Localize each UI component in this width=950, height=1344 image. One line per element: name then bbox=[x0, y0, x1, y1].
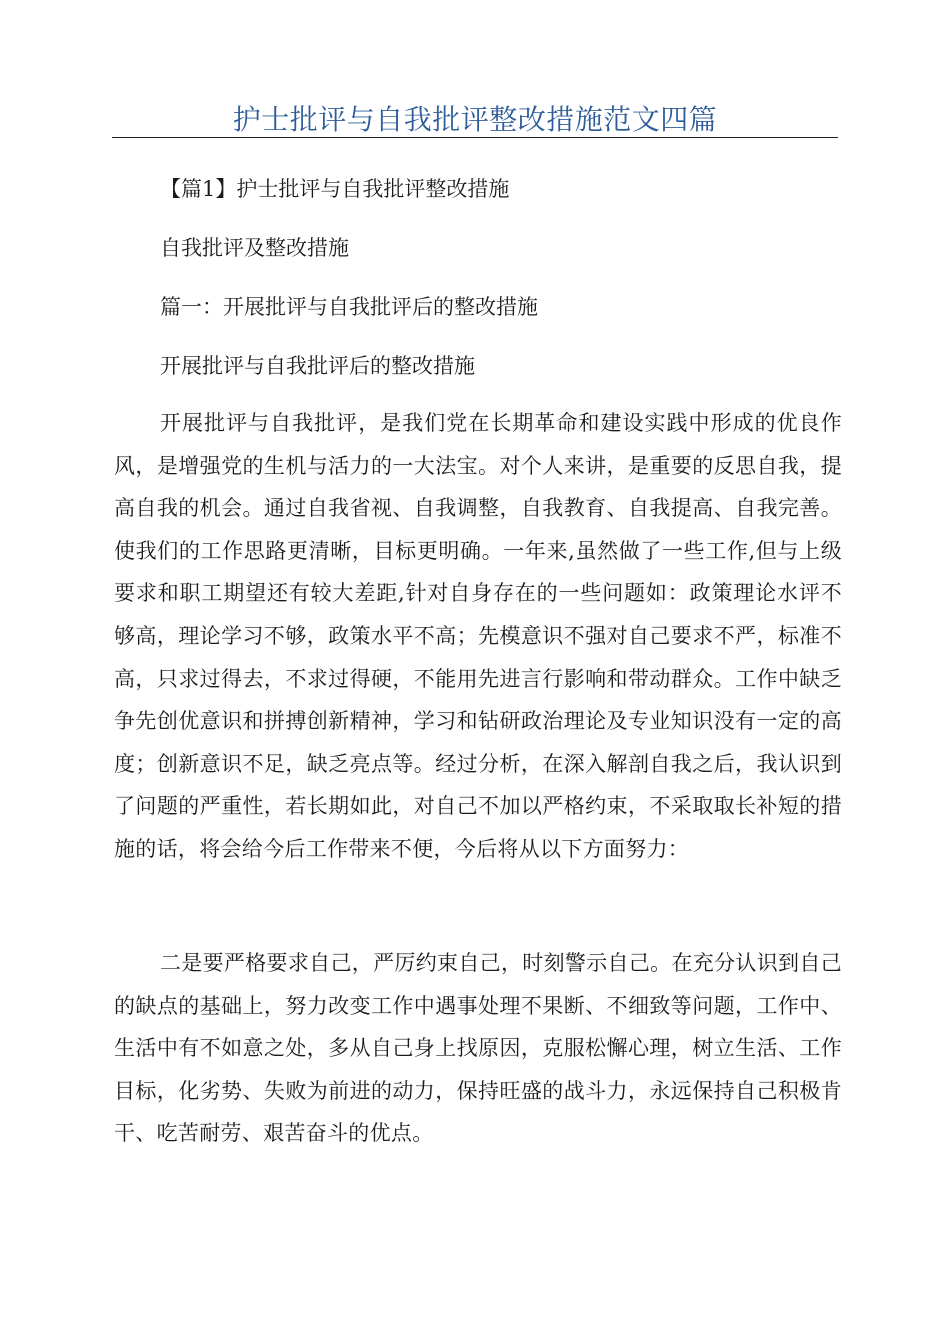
body-paragraph-1: 开展批评与自我批评，是我们党在长期革命和建设实践中形成的优良作风，是增强党的生机与活力的一大法宝。对个人来讲，是重要的反思自我，提高自我的机会。通过自我省视、自我调整，自我教育、自我提高、自我完善。使我们的工作思路更清晰，目标更明确。一年来,虽然做了一些工作,但与上级要求和职工期望还有较大差距,针对自身存在的一些问题如：政策理论水评不够高，理论学习不够，政策水平不高；先模意识不强对自己要求不严，标准不高，只求过得去，不求过得硬，不能用先进言行影响和带动群众。工作中缺乏争先创优意识和拼搏创新精神，学习和钻研政治理论及专业知识没有一定的高度；创新意识不足，缺乏亮点等。经过分析，在深入解剖自我之后，我认识到了问题的严重性，若长期如此，对自己不加以严格约束，不采取取长补短的措施的话，将会给今后工作带来不便，今后将从以下方面努力： bbox=[114, 411, 842, 861]
title-underline bbox=[112, 137, 838, 138]
subheading-self-criticism: 自我批评及整改措施 bbox=[160, 236, 349, 260]
subheading-article-one: 篇一：开展批评与自我批评后的整改措施 bbox=[160, 295, 538, 319]
document-title: 护士批评与自我批评整改措施范文四篇 bbox=[232, 103, 718, 136]
body-paragraph-2: 二是要严格要求自己，严厉约束自己，时刻警示自己。在充分认识到自己的缺点的基础上，努力改变工作中遇事处理不果断、不细致等问题，工作中、生活中有不如意之处，多从自己身上找原因，克服松懈心理，树立生活、工作目标，化劣势、失败为前进的动力，保持旺盛的战斗力，永远保持自己积极肯干、吃苦耐劳、艰苦奋斗的优点。 bbox=[114, 951, 842, 1146]
section-heading: 【篇1】护士批评与自我批评整改措施 bbox=[160, 177, 510, 201]
subheading-rectification: 开展批评与自我批评后的整改措施 bbox=[160, 354, 475, 378]
